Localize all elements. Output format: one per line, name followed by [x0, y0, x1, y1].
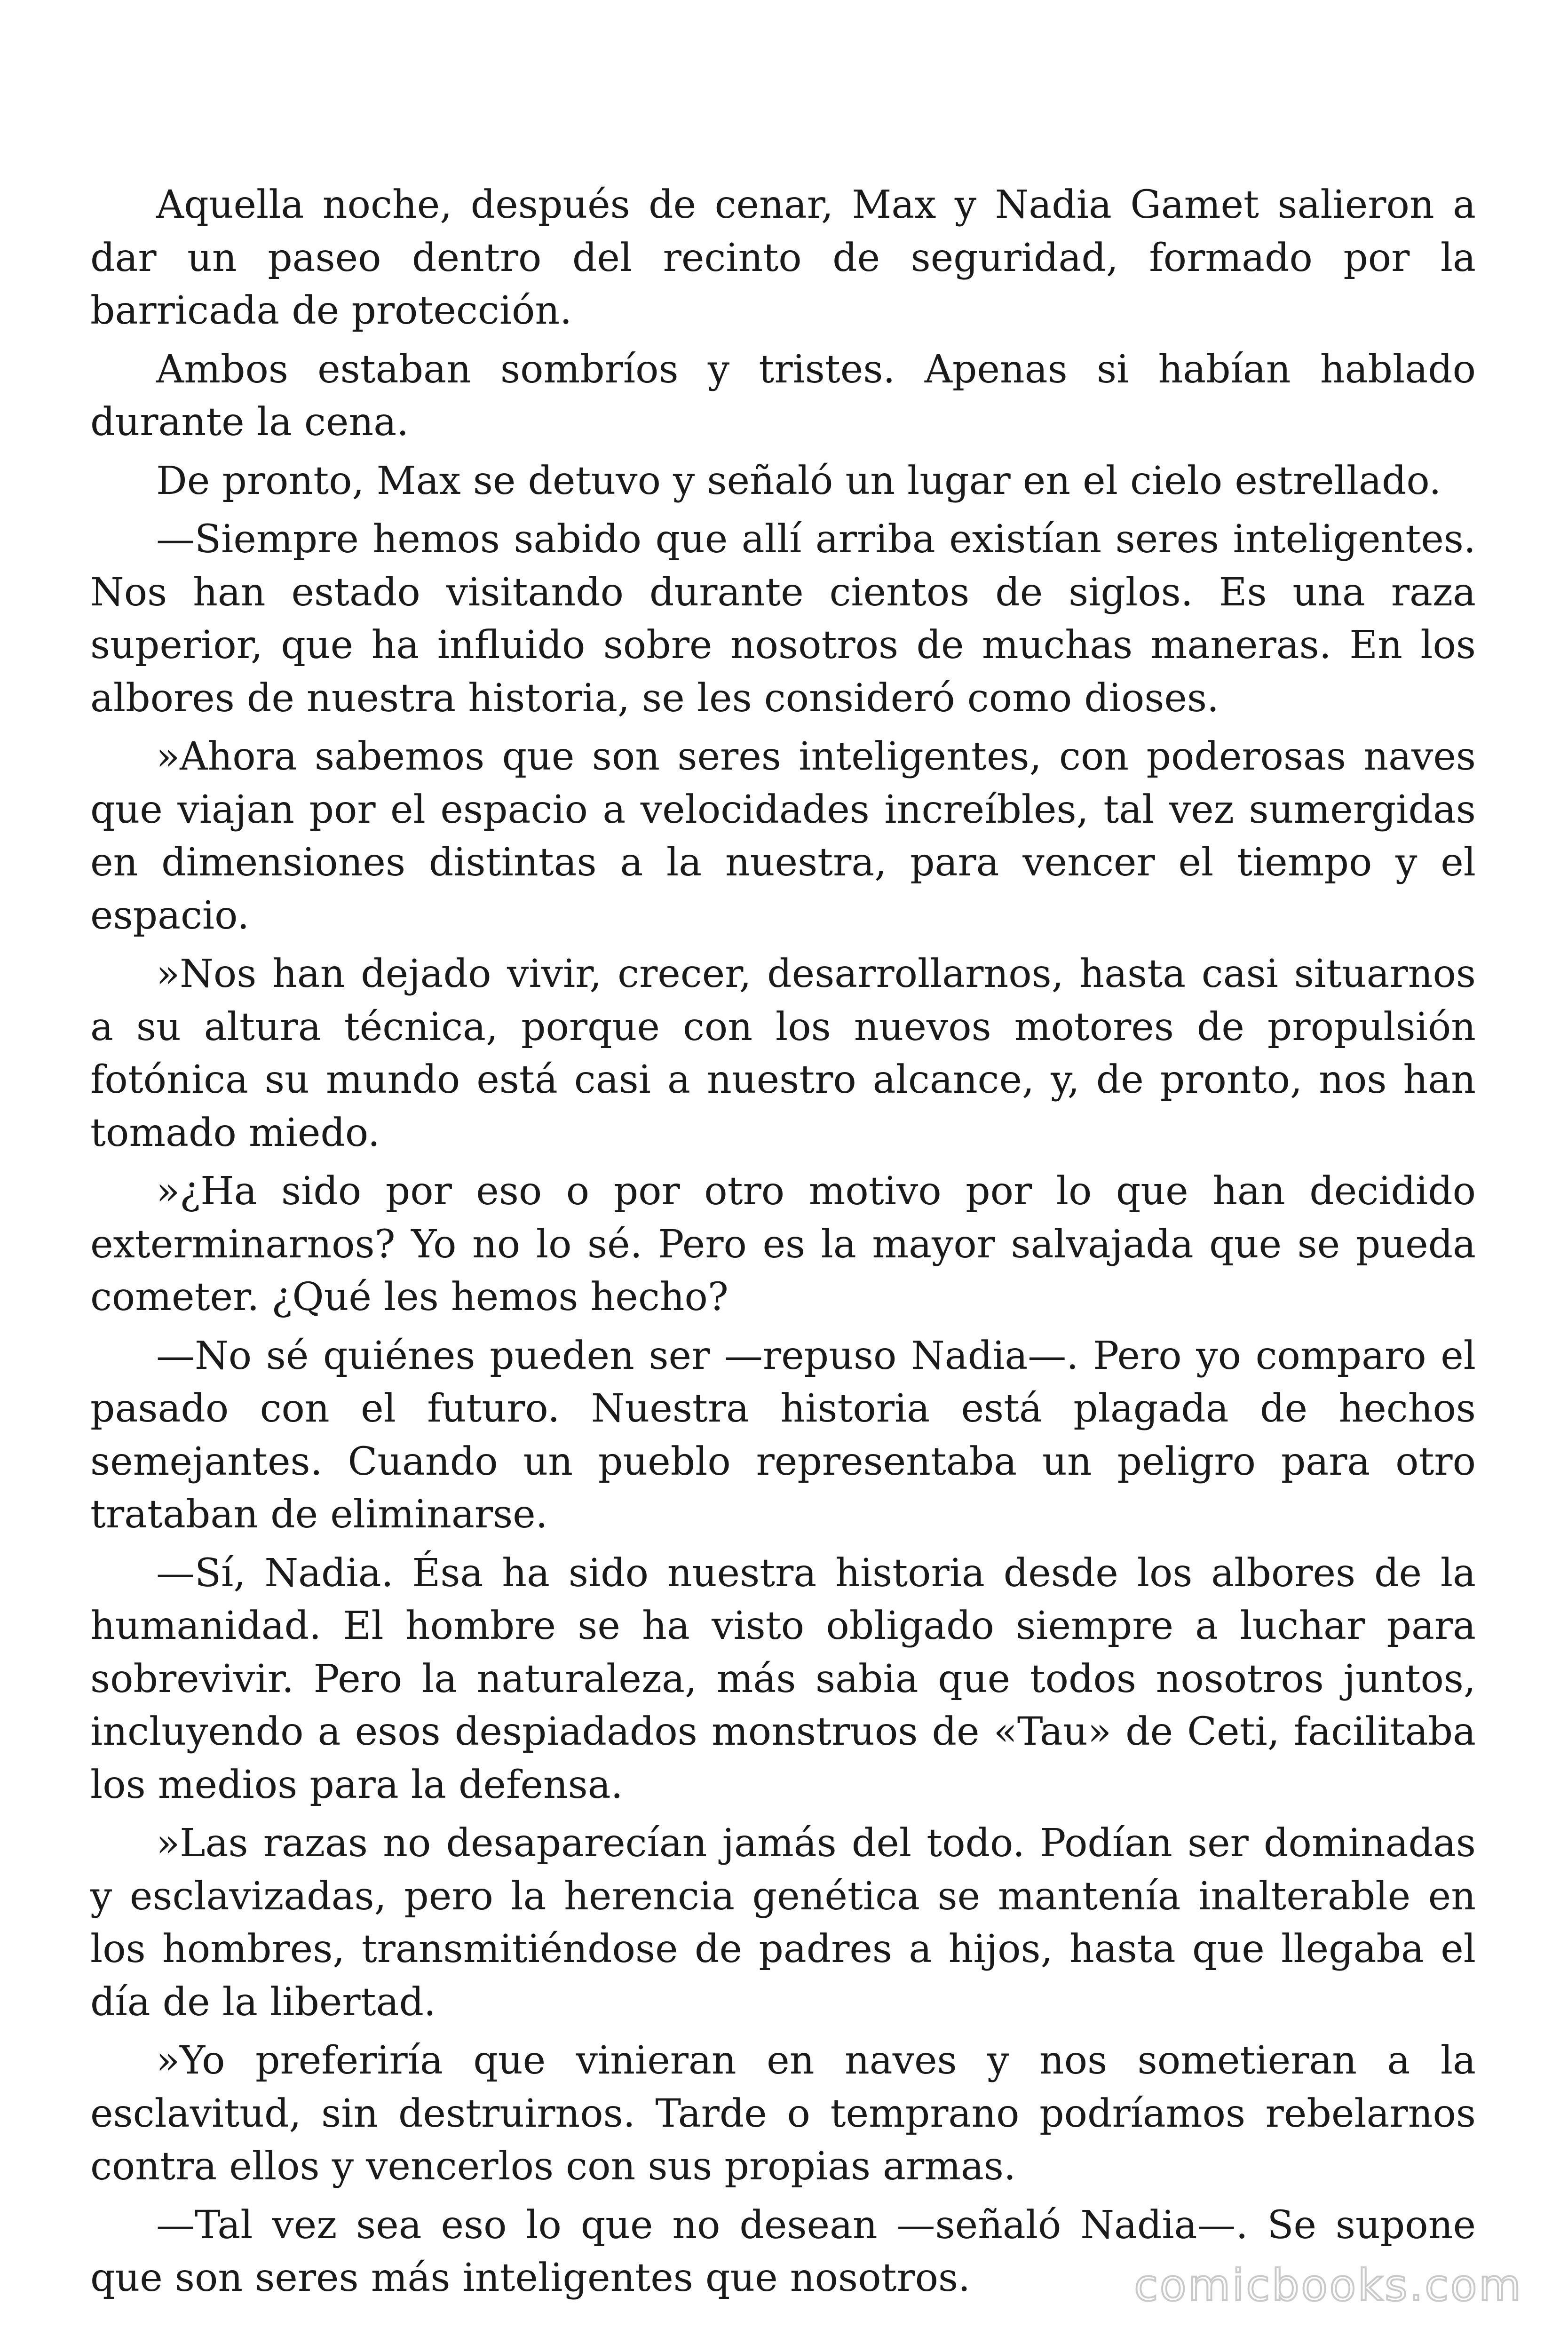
paragraph: »Ahora sabemos que son seres inteligentes, con poderosas naves que viajan por el espacio a velocidades increíbles, tal vez sumergidas en dimensiones distintas a la nuestra, para vencer el tiempo y el espacio.: [90, 734, 1476, 938]
body-text: [90, 179, 1476, 2311]
paragraph: Ambos estaban sombríos y tristes. Apenas si habían hablado durante la cena.: [90, 347, 1476, 445]
paragraph: »Nos han dejado vivir, crecer, desarrollarnos, hasta casi situarnos a su altura técnica, porque con los nuevos motores de propulsión fotónica su mundo está casi a nuestro alcance, y, de pronto, nos han tomado miedo.: [90, 952, 1476, 1155]
paragraph: »Las razas no desaparecían jamás del todo. Podían ser dominadas y esclavizadas, pero la herencia genética se mantenía inalterable en los hombres, transmitiéndose de padres a hijos, hasta que llegaba el día de la libertad.: [90, 1821, 1476, 2025]
paragraph: Aquella noche, después de cenar, Max y Nadia Gamet salieron a dar un paseo dentro del recinto de seguridad, formado por la barricada de protección.: [90, 183, 1476, 333]
paragraph: »¿Ha sido por eso o por otro motivo por lo que han decidido exterminarnos? Yo no lo sé. Pero es la mayor salvajada que se pueda cometer. ¿Qué les hemos hecho?: [90, 1169, 1476, 1319]
paragraph: De pronto, Max se detuvo y señaló un lugar en el cielo estrellado.: [156, 458, 1441, 503]
paragraph: —Sí, Nadia. Ésa ha sido nuestra historia desde los albores de la humanidad. El hombre se ha visto obligado siempre a luchar para sobrevivir. Pero la naturaleza, más sabia que todos nosotros juntos, incluyendo a esos despiadados monstruos de «Tau» de Ceti, facilitaba los medios para la defensa.: [90, 1550, 1476, 1807]
watermark: comicbooks.com: [1134, 2260, 1523, 2311]
paragraph: —Siempre hemos sabido que allí arriba existían seres inteligentes. Nos han estado visitando durante cientos de siglos. Es una raza superior, que ha influido sobre nosotros de muchas maneras. En los albores de nuestra historia, se les consideró como dioses.: [90, 517, 1476, 721]
paragraph: —No sé quiénes pueden ser —repuso Nadia—. Pero yo comparo el pasado con el futuro. Nuestra historia está plagada de hechos semejantes. Cuando un pueblo representaba un peligro para otro trataban de eliminarse.: [90, 1333, 1476, 1537]
paragraph: —Tal vez sea eso lo que no desean —señaló Nadia—. Se supone que son seres más inteligentes que nosotros.: [90, 2202, 1476, 2300]
paragraph: »Yo preferiría que vinieran en naves y nos sometieran a la esclavitud, sin destruirnos. Tarde o temprano podríamos rebelarnos contra ellos y vencerlos con sus propias armas.: [90, 2038, 1476, 2189]
